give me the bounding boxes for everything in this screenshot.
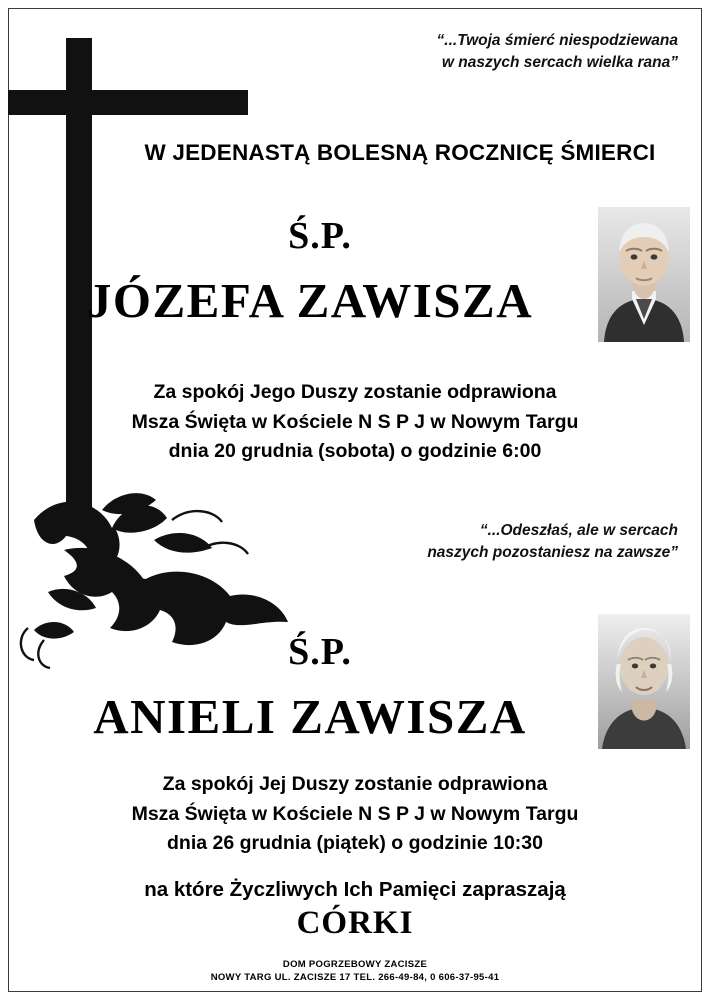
mass-line-2: Msza Święta w Kościele N S P J w Nowym Targu [131, 802, 579, 825]
footer-line-2: NOWY TARG UL. ZACISZE 17 TEL. 266-49-84, 0 606-37-95-41 [210, 972, 500, 984]
quote-middle-line-1: “...Odeszłaś, ale w sercach [479, 522, 678, 539]
mass-line-1: Za spokój Jej Duszy zostanie odprawiona [162, 773, 548, 795]
honorific-first: Ś.P. [288, 215, 352, 257]
mass-details-second [25, 770, 685, 859]
cross-horizontal-bar [8, 90, 248, 115]
portrait-first [598, 207, 690, 342]
quote-top-line-2: w naszych sercach wielka rana” [441, 54, 678, 71]
mass-details-first [25, 378, 685, 467]
honorific-second: Ś.P. [288, 631, 352, 673]
quote-middle-line-2: naszych pozostaniesz na zawsze” [427, 544, 678, 561]
mass-line-2: Msza Święta w Kościele N S P J w Nowym Targu [131, 410, 579, 433]
mass-line-1: Za spokój Jego Duszy zostanie odprawiona [153, 381, 557, 403]
quote-top-line-1: “...Twoja śmierć niespodziewana [436, 32, 678, 49]
signature-text: CÓRKI [296, 905, 414, 941]
mass-line-3: dnia 20 grudnia (sobota) o godzinie 6:00 [168, 440, 542, 463]
quote-middle [348, 520, 678, 564]
footer-line-1: DOM POGRZEBOWY ZACISZE [282, 959, 428, 970]
portrait-second [598, 614, 690, 749]
invitation-text: na które Życzliwych Ich Pamięci zapraszają [144, 878, 566, 901]
deceased-name-second: ANIELI ZAWISZA [93, 689, 527, 744]
mass-line-3: dnia 26 grudnia (piątek) o godzinie 10:30 [167, 832, 543, 855]
funeral-home-footer [25, 958, 685, 984]
quote-top [348, 30, 678, 74]
deceased-name-first: JÓZEFA ZAWISZA [86, 273, 534, 328]
anniversary-heading: W JEDENASTĄ BOLESNĄ ROCZNICĘ ŚMIERCI [144, 140, 656, 165]
